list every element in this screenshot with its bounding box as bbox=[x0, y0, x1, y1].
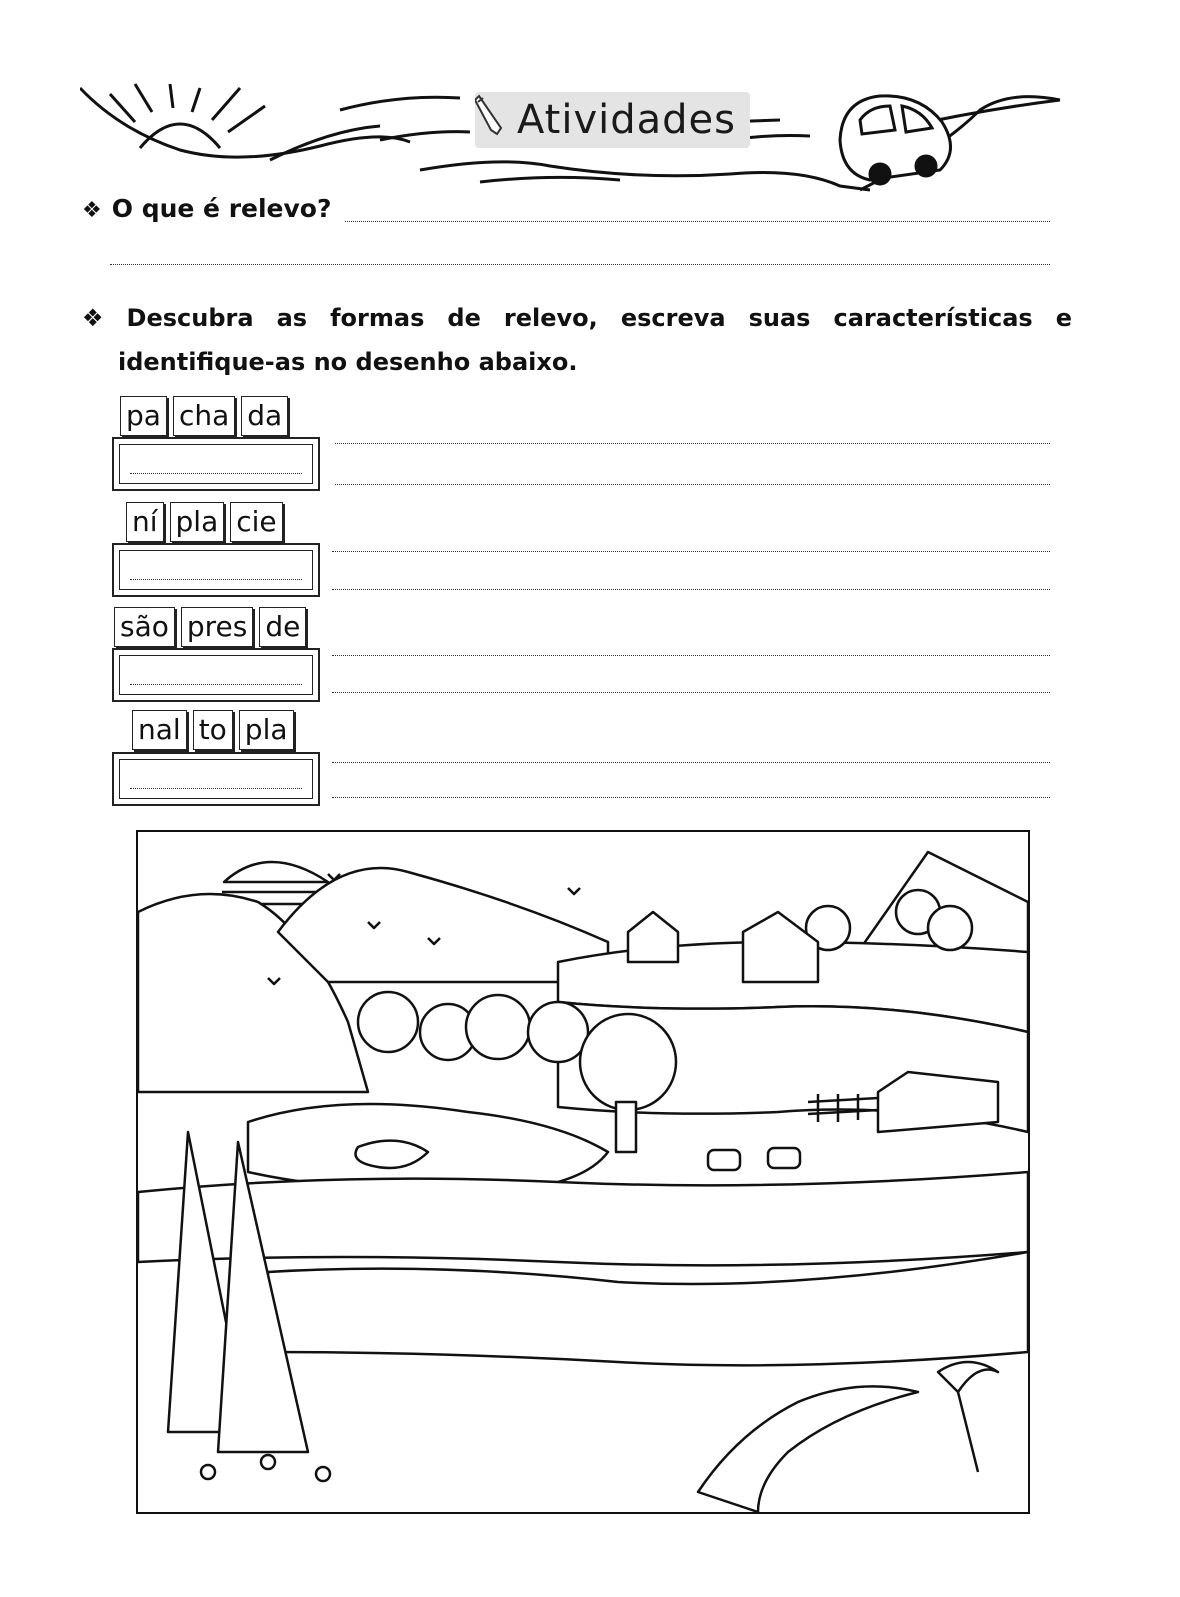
syllable-tile: nal bbox=[132, 710, 187, 750]
answer-line[interactable] bbox=[332, 692, 1050, 693]
word: relevo, bbox=[503, 304, 598, 332]
word: escreva bbox=[620, 304, 726, 332]
syllable-tile: ní bbox=[126, 502, 164, 542]
page-title: Atividades bbox=[517, 97, 736, 143]
answer-line[interactable] bbox=[345, 221, 1050, 222]
syllable-group-3 bbox=[114, 607, 306, 647]
question-1-text: O que é relevo? bbox=[111, 194, 332, 223]
word-answer-box[interactable] bbox=[112, 437, 320, 491]
plain bbox=[138, 1172, 1028, 1265]
cow-icon bbox=[708, 1148, 800, 1170]
syllable-tile: to bbox=[193, 710, 233, 750]
answer-line[interactable] bbox=[110, 264, 1050, 265]
word: de bbox=[447, 304, 481, 332]
question-2 bbox=[82, 296, 1072, 384]
activities-header bbox=[80, 70, 1090, 200]
syllable-tile: cie bbox=[230, 502, 282, 542]
word-answer-box[interactable] bbox=[112, 648, 320, 702]
pencil-icon bbox=[475, 92, 505, 136]
syllable-tile: de bbox=[259, 607, 306, 647]
syllable-group-1 bbox=[120, 396, 288, 436]
word: Descubra bbox=[126, 304, 254, 332]
word: e bbox=[1055, 304, 1072, 332]
tree-icon bbox=[580, 1014, 676, 1110]
syllable-tile: da bbox=[241, 396, 288, 436]
tree-icon bbox=[358, 992, 418, 1052]
car-icon bbox=[840, 96, 951, 184]
sun-icon bbox=[140, 124, 220, 148]
answer-line[interactable] bbox=[332, 589, 1050, 590]
palm-tree-icon bbox=[938, 1362, 998, 1472]
question-2-line-2: identifique-as no desenho abaixo. bbox=[118, 348, 578, 376]
tree-icon bbox=[466, 995, 530, 1059]
syllable-tile: cha bbox=[173, 396, 235, 436]
answer-line[interactable] bbox=[335, 443, 1050, 444]
bullet-icon: ❖ bbox=[82, 304, 104, 332]
cliff bbox=[268, 1252, 1028, 1365]
sun-icon bbox=[224, 862, 328, 882]
question-1 bbox=[82, 194, 332, 223]
word: as bbox=[276, 304, 308, 332]
river-icon bbox=[698, 1386, 918, 1512]
syllable-tile: pla bbox=[170, 502, 225, 542]
question-2-line-1 bbox=[82, 296, 1072, 340]
syllable-tile: pres bbox=[181, 607, 253, 647]
tree-icon bbox=[528, 1002, 588, 1062]
word-answer-box[interactable] bbox=[112, 543, 320, 597]
tree-icon bbox=[928, 906, 972, 950]
word: formas bbox=[330, 304, 425, 332]
answer-line[interactable] bbox=[332, 762, 1050, 763]
syllable-tile: pa bbox=[120, 396, 167, 436]
answer-line[interactable] bbox=[335, 484, 1050, 485]
title-box bbox=[475, 92, 750, 148]
word-answer-box[interactable] bbox=[112, 752, 320, 806]
word: características bbox=[833, 304, 1033, 332]
landscape-illustration bbox=[138, 832, 1028, 1512]
answer-line[interactable] bbox=[332, 551, 1050, 552]
syllable-tile: pla bbox=[239, 710, 294, 750]
syllable-group-4 bbox=[132, 710, 294, 750]
answer-line[interactable] bbox=[332, 655, 1050, 656]
answer-line[interactable] bbox=[332, 797, 1050, 798]
word: suas bbox=[748, 304, 811, 332]
bullet-icon: ❖ bbox=[82, 198, 102, 223]
flowers-icon bbox=[201, 1455, 330, 1481]
syllable-group-2 bbox=[126, 502, 283, 542]
relief-landscape-drawing bbox=[136, 830, 1030, 1514]
syllable-tile: são bbox=[114, 607, 175, 647]
